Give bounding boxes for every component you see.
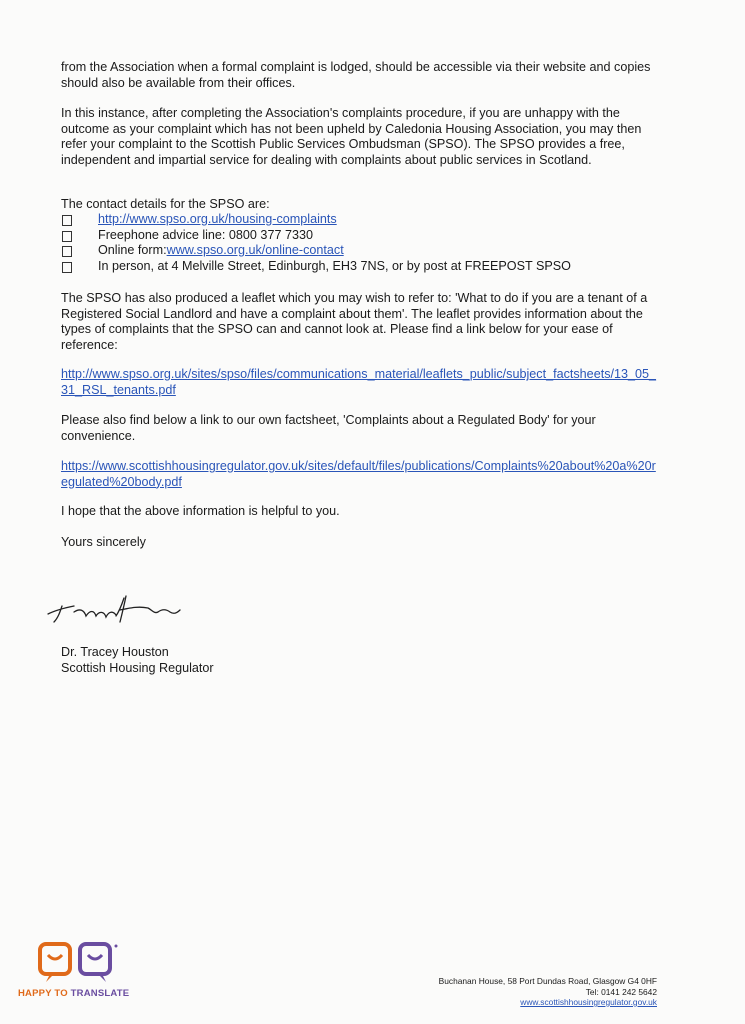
paragraph-3: The SPSO has also produced a leaflet which you may wish to refer to: 'What to do if you are a tenant of a Registered Social Landlord and have a complaint about them'. The leaflet provides information about the types of complaints that the SPSO can and cannot look at. Please find a link below for your ease of reference:	[61, 291, 648, 352]
checkbox-bullet-icon	[62, 231, 72, 242]
spso-housing-link[interactable]: http://www.spso.org.uk/housing-complaints	[98, 212, 337, 226]
checkbox-bullet-icon	[62, 262, 72, 273]
factsheet-link[interactable]: https://www.scottishhousingregulator.gov.uk/sites/default/files/publications/Complaints%20about%20a%20regulated%20body.pdf	[61, 459, 656, 489]
logo-word-translate: TRANSLATE	[70, 988, 130, 999]
footer-address-block	[357, 976, 657, 1008]
list-item	[61, 228, 661, 244]
signoff-block	[61, 645, 214, 676]
paragraph-4: Please also find below a link to our own factsheet, 'Complaints about a Regulated Body' for your convenience.	[61, 413, 596, 443]
footer-tel: Tel: 0141 242 5642	[585, 986, 657, 997]
logo-caption	[18, 988, 129, 999]
list-item	[61, 243, 661, 259]
signature	[44, 592, 194, 626]
online-label: Online form:	[98, 243, 167, 257]
paragraph-5: I hope that the above information is helpful to you.	[61, 504, 340, 518]
signatory-org: Scottish Housing Regulator	[61, 660, 214, 675]
in-person-text: In person, at 4 Melville Street, Edinburgh, EH3 7NS, or by post at FREEPOST SPSO	[98, 258, 571, 273]
online-form-link[interactable]: www.spso.org.uk/online-contact	[166, 243, 344, 257]
paragraph-2: In this instance, after completing the Association's complaints procedure, if you are unhappy with the outcome as your complaint which has not been upheld by Caledonia Housing Association, you may then refer your complaint to the Scottish Public Services Ombudsman (SPSO). The SPSO provides a free, independent and impartial service for dealing with complaints about public services in Scotland.	[61, 106, 642, 167]
signatory-name: Dr. Tracey Houston	[61, 645, 169, 659]
footer-address: Buchanan House, 58 Port Dundas Road, Glasgow G4 0HF	[438, 976, 657, 986]
closing: Yours sincerely	[61, 535, 146, 549]
leaflet-link[interactable]: http://www.spso.org.uk/sites/spso/files/communications_material/leaflets_public/subject_factsheets/13_05_31_RSL_tenants.pdf	[61, 367, 657, 397]
list-item	[61, 212, 661, 228]
checkbox-bullet-icon	[62, 215, 72, 226]
phone-text: Freephone advice line: 0800 377 7330	[98, 227, 313, 242]
contact-intro: The contact details for the SPSO are:	[61, 197, 270, 211]
checkbox-bullet-icon	[62, 246, 72, 257]
list-item	[61, 259, 661, 275]
paragraph-1: from the Association when a formal complaint is lodged, should be accessible via their website and copies should also be available from their offices.	[61, 60, 651, 90]
contact-list	[61, 212, 661, 274]
logo-word-happy: HAPPY TO	[18, 988, 71, 999]
footer-website-link[interactable]: www.scottishhousingregulator.gov.uk	[520, 997, 657, 1007]
